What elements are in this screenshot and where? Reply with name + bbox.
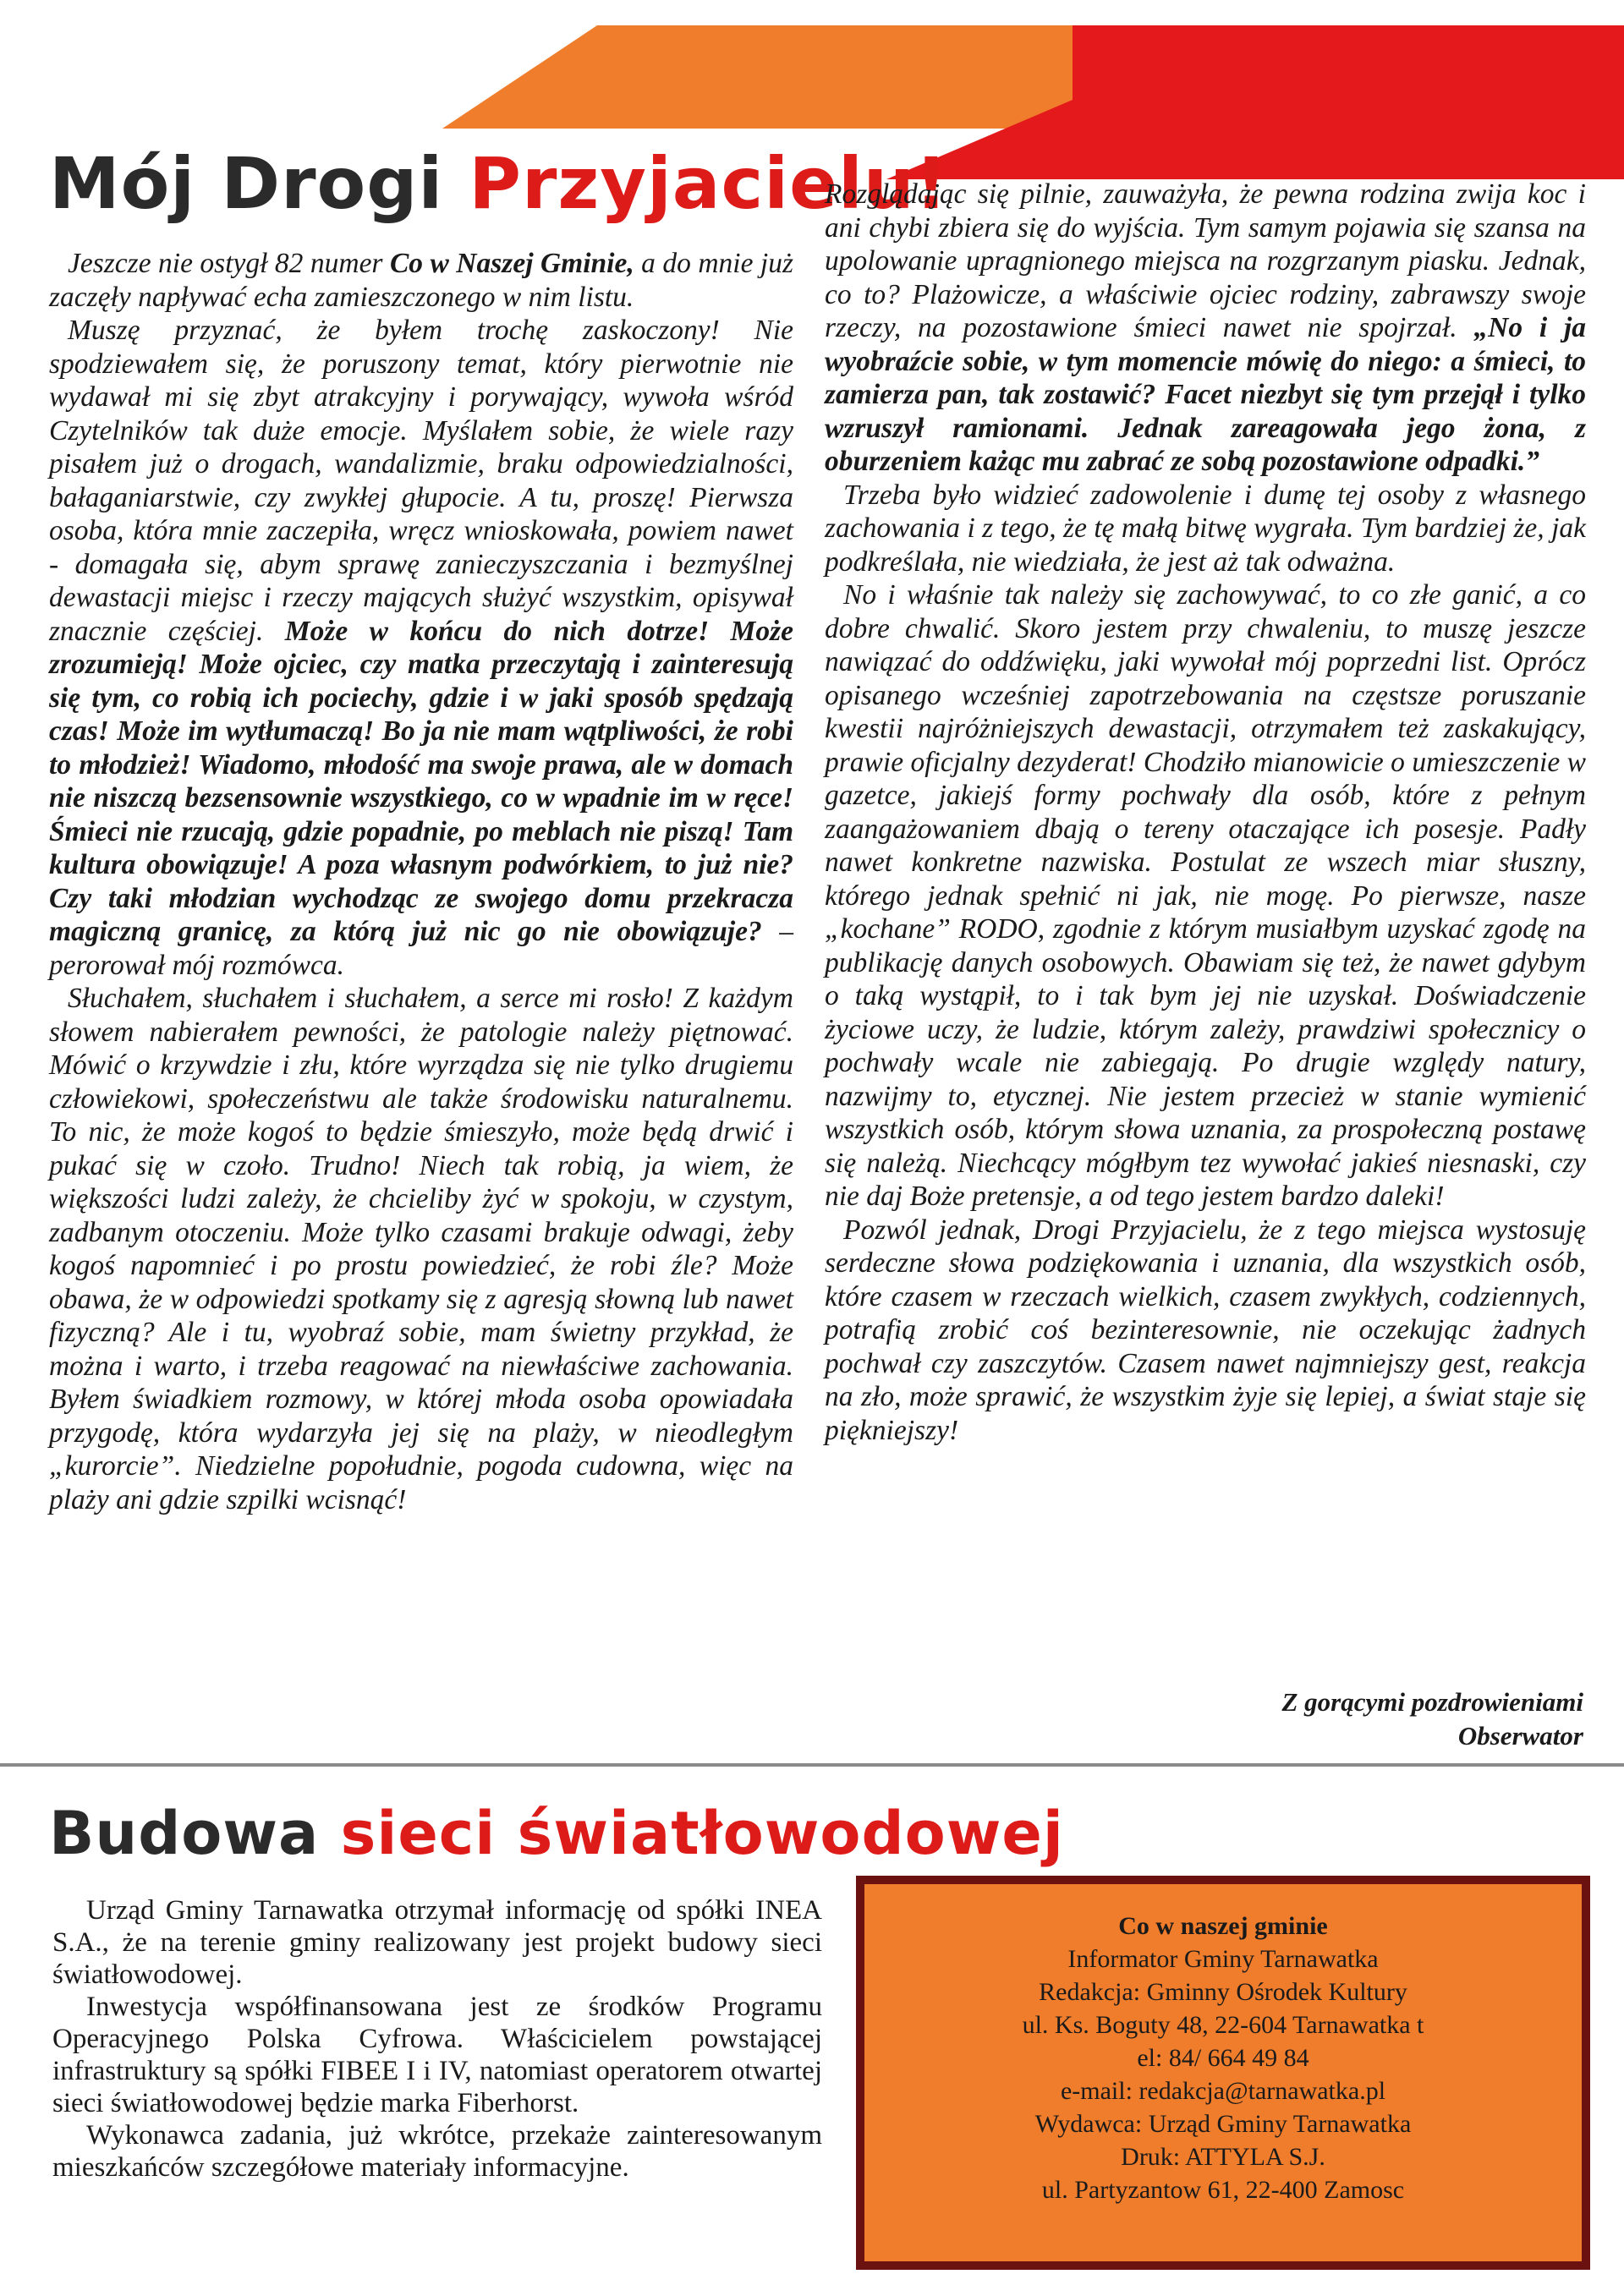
publisher-info-box: [856, 1876, 1590, 2270]
letter-paragraph: [49, 314, 793, 982]
signature-greeting: Z gorącymi pozdrowieniami: [1281, 1687, 1583, 1717]
letter-paragraph: Słuchałem, słuchałem i słuchałem, a serce mi rosło! Z każdym słowem nabierałem pewności, że patologie należy piętnować. Mówić o krzywdzie i złu, które wyrządza się nie tylko drugiemu człowiekowi, społeczeństwu ale także środowisku naturalnemu. To nic, że może kogoś to będzie śmieszyło, może będą drwić i pukać się w czoło. Trudno! Niech tak robią, ja wiem, że większości ludzi zależy, że chcieliby żyć w spokoju, w czystym, zadbanym otoczeniu. Może tylko czasami brakuje odwagi, żeby kogoś napomnieć i po prostu powiedzieć, że robi źle? Może obawa, że w odpowiedzi spotkamy się z agresją słowną lub nawet fizyczną? Ale i tu, wyobraź sobie, mam świetny przykład, że można i warto, i trzeba reagować na niewłaściwe zachowania. Byłem świadkiem rozmowy, w której młoda osoba opowiadała przygodę, która wydarzyła jej się na plaży, w nieodległym „kurorcie”. Niedzielne popołudnie, pogoda cudowna, więc na plaży ani gdzie szpilki wcisnąć!: [49, 983, 793, 1515]
info-title: Co w naszej gminie: [1118, 1912, 1328, 1940]
article-paragraph: Urząd Gminy Tarnawatka otrzymał informację od spółki INEA S.A., że na terenie gminy realizowany jest projekt budowy sieci światłowodowej.: [52, 1895, 822, 1990]
article-paragraph: Inwestycja współfinansowana jest ze środków Programu Operacyjnego Polska Cyfrowa. Właścicielem powstającej infrastruktury są spółki FIBEE I i IV, natomiast operatorem otwartej sieci światłowodowej będzie marka Fiberhorst.: [52, 1992, 822, 2118]
info-line: ul. Partyzantow 61, 22-400 Zamosc: [1041, 2176, 1405, 2204]
info-line: el: 84/ 664 49 84: [1137, 2044, 1309, 2072]
letter-quote: Może w końcu do nich dotrze! Może zrozumieją! Może ojciec, czy matka przeczytają i zainteresują się tym, co robią ich pociechy, gdzie i w jaki sposób spędzają czas! Może im wytłumaczą! Bo ja nie mam wątpliwości, że robi to młodzież! Wiadomo, młodość ma swoje prawa, ale w domach nie niszczą bezsensownie wszystkiego, co w wpadnie im w ręce! Śmieci nie rzucają, gdzie popadnie, po meblach nie piszą! Tam kultura obowiązuje! A poza własnym podwórkiem, to już nie? Czy taki młodzian wychodząc ze swojego domu przekracza magiczną granicę, za którą już nic go nie obowiązuje?: [49, 615, 793, 947]
article-paragraph: Wykonawca zadania, już wkrótce, przekaże zainteresowanym mieszkańców szczegółowe materiały informacyjne.: [52, 2120, 822, 2183]
info-line: Wydawca: Urząd Gminy Tarnawatka: [1034, 2110, 1412, 2138]
letter-left-column: [49, 247, 793, 1516]
letter-quote: „No i ja wyobraźcie sobie, w tym momencie mówię do niego: a śmieci, to zamierza pan, tak zostawić? Facet niezbyt się tym przejął i tylko wzruszył ramionami. Jednak zareagowała jego żona, z oburzeniem każąc mu zabrać ze sobą pozostawione odpadki.”: [825, 312, 1587, 477]
signature-author: Obserwator: [1457, 1721, 1583, 1751]
letter-text: Jeszcze nie ostygł 82 numer: [68, 248, 383, 279]
section-title-part2: sieci światłowodowej: [340, 1799, 1064, 1868]
orange-banner-shape: [442, 25, 1073, 129]
page-title-part1: Mój Drogi: [49, 142, 444, 225]
section-title-part1: Budowa: [49, 1799, 320, 1868]
letter-text: Rozglądając się pilnie, zauważyła, że pewna rodzina zwija koc i ani chybi zbiera się do wyjścia. Tym samym pojawia się szansa na upolowanie upragnionego miejsca na rozgrzanym piasku. Jednak, co to? Plażowicze, a właściwie ojciec rodziny, zabrawszy swoje rzeczy, na pozostawione śmieci nawet nie spojrzał.: [825, 178, 1586, 343]
letter-paragraph: Pozwól jednak, Drogi Przyjacielu, że z tego miejsca wystosuję serdeczne słowa podziękowania i uznania, dla wszystkich osób, które czasem w rzeczach wielkich, czasem zwykłych, codziennych, potrafią zrobić coś bezinteresownie, nie oczekując żadnych pochwał czy zaszczytów. Czasem nawet najmniejszy gest, reakcja na zło, może sprawić, że wszystkim żyje się lepiej, a świat staje się piękniejszy!: [825, 1214, 1586, 1446]
section-title: [49, 1791, 1064, 1876]
letter-paragraph: Trzeba było widzieć zadowolenie i dumę tej osoby z własnego zachowania i z tego, że tę małą bitwę wygrała. Tym bardziej że, jak podkreślała, nie wiedziała, że jest aż tak odważna.: [825, 479, 1586, 578]
page-title-part2: Przyjacielu!: [469, 142, 948, 225]
page-title: [49, 137, 948, 230]
fiber-article: [52, 1894, 822, 2184]
letter-text: Muszę przyznać, że byłem trochę zaskoczony! Nie spodziewałem się, że poruszony temat, który pierwotnie nie wydawał mi się zbyt atrakcyjny i porywający, wywoła wśród Czytelników tak duże emocje. Myślałem sobie, że wiele razy pisałem już o drogach, wandalizmie, braku odpowiedzialności, bałaganiarstwie, czy zwykłej głupocie. A tu, proszę! Pierwsza osoba, która mnie zaczepiła, wręcz wnioskowała, powiem nawet - domagała się, abym sprawę zanieczyszczania i bezmyślnej dewastacji miejsc i rzeczy mających służyć wszystkim, opisywał znacznie częściej.: [49, 315, 793, 647]
letter-text: a do mnie już zaczęły napływać echa zamieszczonego w nim listu.: [49, 248, 794, 313]
signature: [907, 1685, 1583, 1753]
letter-text: – perorował mój rozmówca.: [49, 916, 793, 981]
section-divider: [0, 1763, 1624, 1767]
info-line: Druk: ATTYLA S.J.: [1121, 2143, 1325, 2171]
info-line: Informator Gminy Tarnawatka: [1067, 1945, 1379, 1973]
info-email: e-mail: redakcja@tarnawatka.pl: [1060, 2077, 1386, 2105]
letter-paragraph: [825, 178, 1586, 479]
letter-paragraph: [49, 247, 793, 314]
letter-right-column: [825, 178, 1586, 1447]
info-line: Redakcja: Gminny Ośrodek Kultury: [1039, 1978, 1407, 2006]
info-line: ul. Ks. Boguty 48, 22-604 Tarnawatka t: [1022, 2011, 1424, 2039]
publication-name: Co w Naszej Gminie,: [389, 248, 634, 279]
letter-paragraph: No i właśnie tak należy się zachowywać, to co złe ganić, a co dobre chwalić. Skoro jestem przy chwaleniu, to muszę jeszcze nawiązać do oddźwięku, jaki wywołał mój poprzedni list. Oprócz opisanego wcześniej zapotrzebowania na częstsze poruszanie kwestii najróżniejszych dewastacji, otrzymałem też zaskakujący, prawie oficjalny dezyderat! Chodziło mianowicie o umieszczenie w gazetce, jakiejś formy pochwały dla osób, które z pełnym zaangażowaniem dbają o tereny otaczające ich posesje. Padły nawet konkretne nazwiska. Postulat ze wszech miar słuszny, którego jednak spełnić ni jak, nie mogę. Po pierwsze, nasze „kochane” RODO, zgodnie z którym musiałbym uzyskać zgodę na publikację danych osobowych. Obawiam się też, że nawet gdybym o taką wystąpił, to i tak bym jej nie uzyskał. Doświadczenie życiowe uczy, że ludzie, którym zależy, prawdziwi społecznicy o pochwały wcale nie zabiegają. Po drugie względy natury, nazwijmy to, etycznej. Nie jestem przecież w stanie wymienić wszystkich osób, którym słowa uznania, za prospołeczną postawę się należą. Niechcący mógłbym tez wywołać jakieś niesnaski, czy nie daj Boże pretensje, a od tego jestem bardzo daleki!: [825, 579, 1586, 1212]
